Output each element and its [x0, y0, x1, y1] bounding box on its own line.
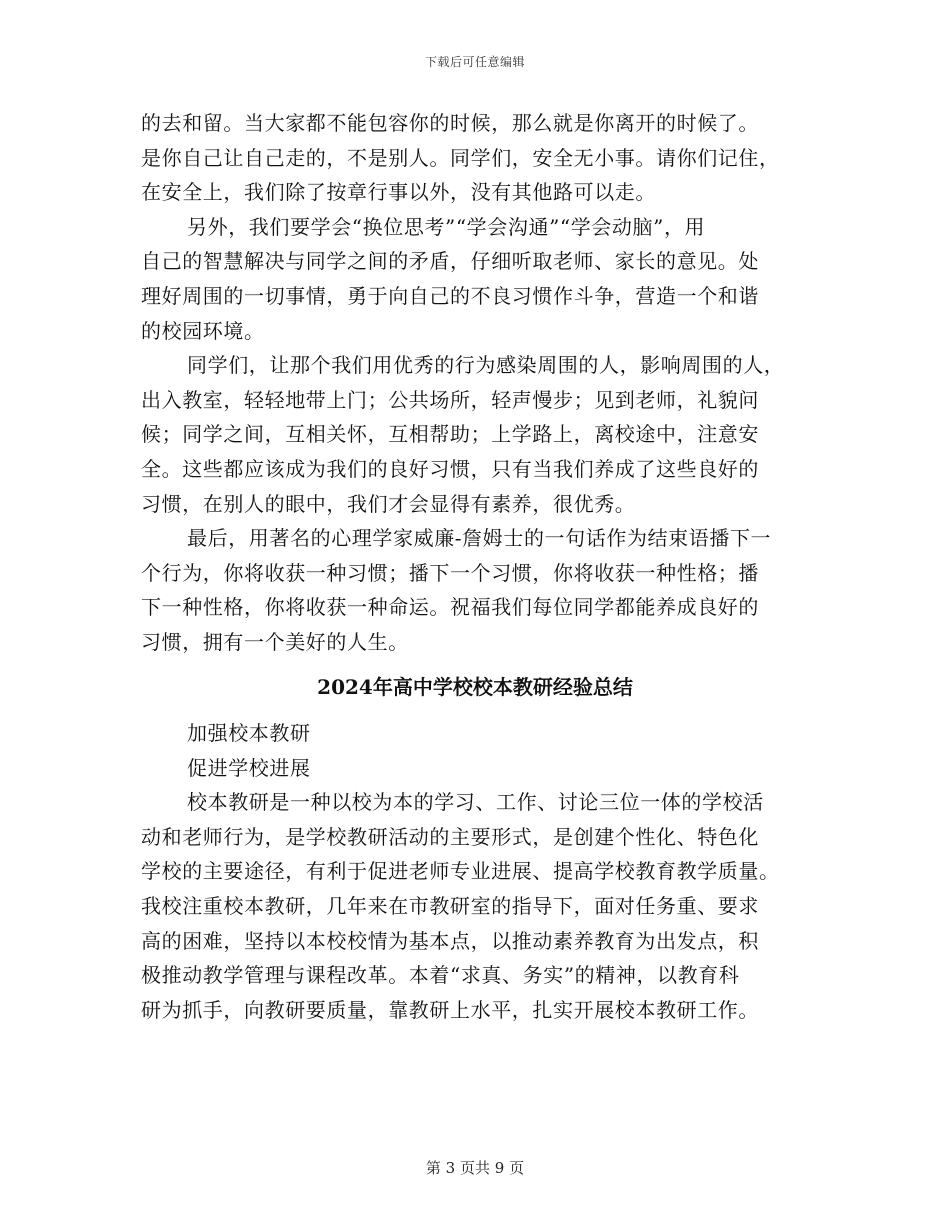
- text-line: 加强校本教研: [187, 721, 311, 746]
- text-line: 最后，用著名的心理学家威廉-詹姆士的一句话作为结束语播下一: [187, 526, 772, 551]
- text-line: 动和老师行为，是学校教研活动的主要形式，是创建个性化、特色化: [141, 824, 759, 849]
- text-line: 校本教研是一种以校为本的学习、工作、讨论三位一体的学校活: [187, 790, 764, 815]
- body-text-part1: [141, 106, 829, 660]
- text-line: 高的困难，坚持以本校校情为基本点，以推动素养教育为出发点，积: [141, 928, 759, 953]
- page-header: 下载后可任意编辑: [424, 55, 525, 69]
- text-line: 下一种性格，你将收获一种命运。祝福我们每位同学都能养成良好的: [141, 595, 759, 620]
- text-line: 习惯，拥有一个美好的人生。: [141, 629, 409, 654]
- text-line: 研为抓手，向教研要质量，靠教研上水平，扎实开展校本教研工作。: [141, 997, 759, 1022]
- document-body: [141, 106, 829, 1027]
- body-text-part2: [141, 716, 829, 1027]
- text-line: 的校园环境。: [141, 318, 265, 343]
- text-line: 在安全上，我们除了按章行事以外，没有其他路可以走。: [141, 180, 656, 205]
- text-line: 候；同学之间，互相关怀，互相帮助；上学路上，离校途中，注意安: [141, 422, 759, 447]
- text-line: 学校的主要途径，有利于促进老师专业进展、提高学校教育教学质量。: [141, 859, 780, 884]
- page-footer: 第 3 页共 9 页: [425, 1159, 525, 1177]
- text-line: 自己的智慧解决与同学之间的矛盾，仔细听取老师、家长的意见。处: [141, 249, 759, 274]
- text-line: 我校注重校本教研，几年来在市教研室的指导下，面对任务重、要求: [141, 894, 759, 919]
- text-line: 个行为，你将收获一种习惯；播下一个习惯，你将收获一种性格；播: [141, 560, 759, 585]
- text-line: 出入教室，轻轻地带上门；公共场所，轻声慢步；见到老师，礼貌问: [141, 387, 759, 412]
- text-line: 习惯，在别人的眼中，我们才会显得有素养，很优秀。: [141, 491, 636, 516]
- text-line: 另外，我们要学会“换位思考”“学会沟通”“学会动脑”，用: [187, 214, 706, 239]
- text-line: 促进学校进展: [187, 755, 311, 780]
- section-title: 2024年高中学校校本教研经验总结: [317, 674, 633, 699]
- text-line: 是你自己让自己走的，不是别人。同学们，安全无小事。请你们记住，: [141, 145, 780, 170]
- text-line: 的去和留。当大家都不能包容你的时候，那么就是你离开的时候了。: [141, 111, 759, 135]
- text-line: 极推动教学管理与课程改革。本着“求真、务实”的精神，以教育科: [141, 963, 740, 988]
- text-line: 同学们，让那个我们用优秀的行为感染周围的人，影响周围的人，: [187, 353, 785, 378]
- text-line: 全。这些都应该成为我们的良好习惯，只有当我们养成了这些良好的: [141, 456, 759, 481]
- text-line: 理好周围的一切事情，勇于向自己的不良习惯作斗争，营造一个和谐: [141, 283, 759, 308]
